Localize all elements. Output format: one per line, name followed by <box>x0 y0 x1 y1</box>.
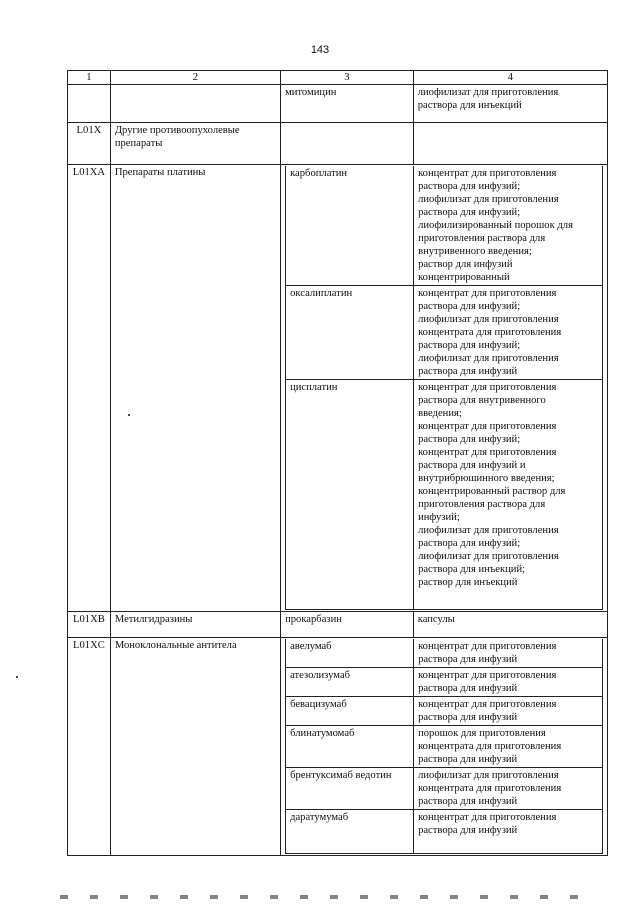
form-line: концентрат для приготовления <box>418 421 557 432</box>
dosage-form <box>414 668 603 697</box>
form-line: инфузий; <box>418 512 460 523</box>
form-line: раствор для инфузий <box>418 259 513 270</box>
group-name: Препараты платины <box>110 165 280 612</box>
form-line: раствора для инфузий; <box>418 207 521 218</box>
form-line: введения; <box>418 408 462 419</box>
dosage-form <box>414 639 603 668</box>
table-row <box>68 85 608 123</box>
form-line: раствора для инфузий; <box>418 434 521 445</box>
drug-name: авелумаб <box>286 639 414 668</box>
form-line: концентрат для приготовления <box>418 288 557 299</box>
form-line: концентрата для приготовления <box>418 783 562 794</box>
group-name <box>110 123 280 165</box>
scan-speck <box>128 414 130 416</box>
table-row <box>68 165 608 612</box>
form-line: раствора для инфузий и <box>418 460 526 471</box>
form-line: раствора для инфузий <box>418 712 518 723</box>
header-col-1: 1 <box>68 71 111 85</box>
table-row <box>286 810 603 854</box>
drug-name <box>281 123 414 165</box>
table-row <box>286 697 603 726</box>
table-row <box>68 638 608 856</box>
table-row <box>286 726 603 768</box>
form-line: раствора для инфузий <box>418 754 518 765</box>
atc-code: L01X <box>68 123 111 165</box>
form-line: концентрат для приготовления <box>418 447 557 458</box>
form-line: лиофилизат для приготовления <box>417 87 559 98</box>
drug-name: прокарбазин <box>281 612 414 638</box>
group-name <box>110 85 280 123</box>
page-number: 143 <box>310 44 330 56</box>
form-line: лиофилизат для приготовления <box>418 770 559 781</box>
form-line: концентрат для приготовления <box>418 699 557 710</box>
form-line: лиофилизат для приготовления <box>418 551 559 562</box>
form-line: концентрата для приготовления <box>418 741 562 752</box>
form-line: концентрированный раствор для <box>418 486 566 497</box>
form-line: приготовления раствора для <box>418 499 546 510</box>
form-line: лиофилизат для приготовления <box>418 525 559 536</box>
form-line: концентрат для приготовления <box>418 382 557 393</box>
group-name: Моноклональные антитела <box>110 638 280 856</box>
group-line: Другие противоопухолевые <box>114 125 240 136</box>
header-col-3: 3 <box>281 71 414 85</box>
drug-subtable-cell <box>281 165 608 612</box>
group-name: Метилгидразины <box>110 612 280 638</box>
atc-code: L01XC <box>68 638 111 856</box>
drug-subtable <box>285 639 603 854</box>
form-line: раствора для инфузий; <box>418 340 521 351</box>
form-line: раствора для инфузий <box>418 366 518 377</box>
dosage-form <box>414 697 603 726</box>
table-row <box>286 668 603 697</box>
dosage-form <box>414 166 603 286</box>
drug-name: брентуксимаб ведотин <box>286 768 414 810</box>
atc-code <box>68 85 111 123</box>
form-line: раствора для инфузий; <box>418 538 521 549</box>
form-line: концентрат для приготовления <box>418 641 557 652</box>
dosage-form: капсулы <box>413 612 607 638</box>
form-line: раствора для инфузий <box>418 683 518 694</box>
form-line: концентрата для приготовления <box>418 327 562 338</box>
form-line: раствора для инфузий; <box>418 301 521 312</box>
form-line: лиофилизированный порошок для <box>418 220 573 231</box>
header-col-4: 4 <box>413 71 607 85</box>
form-line: раствора для инфузий <box>418 825 518 836</box>
drug-subtable <box>285 166 603 610</box>
form-line: концентрированный <box>418 272 510 283</box>
dosage-form <box>414 286 603 380</box>
table-row <box>286 286 603 380</box>
dosage-form <box>414 726 603 768</box>
form-line: раствора для инфузий; <box>418 181 521 192</box>
form-line: концентрат для приготовления <box>418 670 557 681</box>
form-line: раствора для инфузий <box>418 654 518 665</box>
form-line: раствора для внутривенного <box>418 395 546 406</box>
drug-name: даратумумаб <box>286 810 414 854</box>
form-line: внутрибрюшинного введения; <box>418 473 555 484</box>
drug-name: митомицин <box>281 85 414 123</box>
scan-bottom-edge <box>60 895 600 899</box>
table-row <box>286 639 603 668</box>
atc-code: L01XA <box>68 165 111 612</box>
drug-name: атезолизумаб <box>286 668 414 697</box>
dosage-form <box>414 768 603 810</box>
table-row <box>286 768 603 810</box>
drug-name: карбоплатин <box>286 166 414 286</box>
table-row <box>286 380 603 610</box>
table-row <box>286 166 603 286</box>
drug-name: блинатумомаб <box>286 726 414 768</box>
form-line: раствора для инъекций <box>417 100 522 111</box>
dosage-form <box>413 123 607 165</box>
dosage-form <box>414 380 603 610</box>
drug-name: оксалиплатин <box>286 286 414 380</box>
form-line: раствора для инъекций; <box>418 564 526 575</box>
form-line: порошок для приготовления <box>418 728 546 739</box>
header-row <box>68 71 608 85</box>
form-line: лиофилизат для приготовления <box>418 314 559 325</box>
drug-name: цисплатин <box>286 380 414 610</box>
table-row <box>68 123 608 165</box>
form-line: лиофилизат для приготовления <box>418 194 559 205</box>
drug-subtable-cell <box>281 638 608 856</box>
form-line: раствора для инфузий <box>418 796 518 807</box>
drug-table <box>67 70 608 856</box>
table-row <box>68 612 608 638</box>
form-line: лиофилизат для приготовления <box>418 353 559 364</box>
form-line: концентрат для приготовления <box>418 168 557 179</box>
form-line: раствор для инъекций <box>418 577 518 588</box>
drug-name: бевацизумаб <box>286 697 414 726</box>
dosage-form <box>413 85 607 123</box>
header-col-2: 2 <box>110 71 280 85</box>
dosage-form <box>414 810 603 854</box>
form-line: приготовления раствора для <box>418 233 546 244</box>
scan-speck <box>16 676 18 678</box>
form-line: концентрат для приготовления <box>418 812 557 823</box>
group-line: препараты <box>114 138 163 149</box>
form-line: внутривенного введения; <box>418 246 532 257</box>
atc-code: L01XB <box>68 612 111 638</box>
